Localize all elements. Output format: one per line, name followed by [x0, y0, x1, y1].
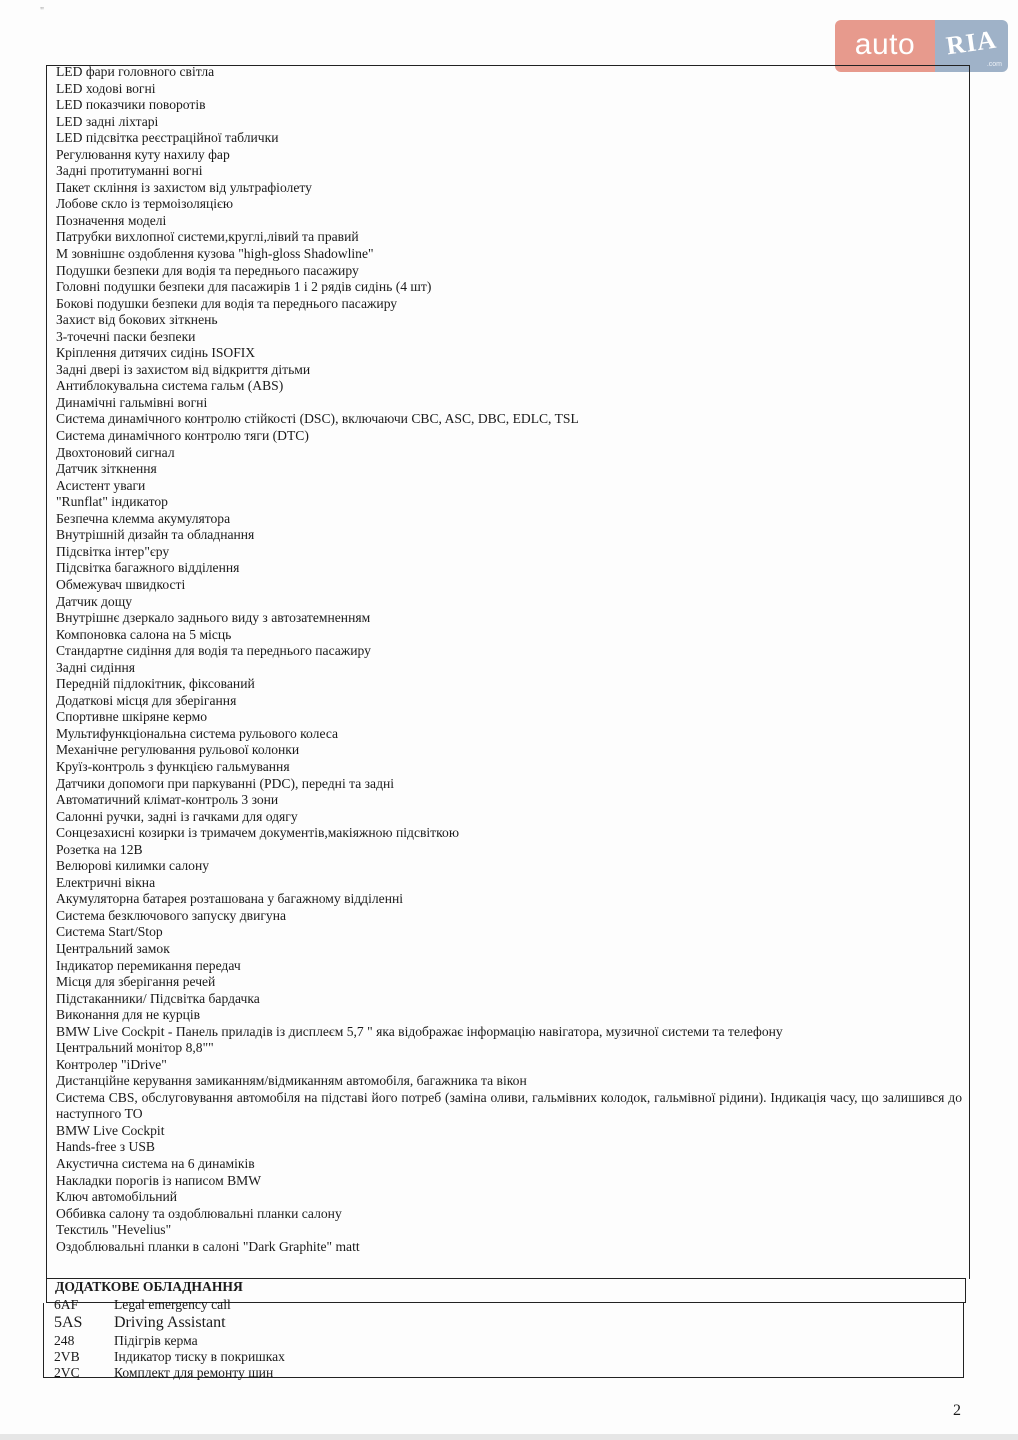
equipment-item: Індикатор перемикання передач: [56, 957, 241, 973]
logo-domain-text: .com: [986, 61, 1002, 68]
equipment-item: Система Start/Stop: [56, 924, 163, 940]
equipment-item: Центральний замок: [56, 940, 170, 956]
additional-row: [54, 1297, 231, 1313]
equipment-item: Система CBS, обслуговування автомобіля на підставі його потреб (заміна оливи, гальмівних колодок, гальмівної рідини). Індикація часу, що залишився до наступного ТО: [56, 1089, 962, 1121]
equipment-item: М зовнішнє оздоблення кузова "high-gloss Shadowline": [56, 246, 374, 262]
equipment-item: Ключ автомобільний: [56, 1189, 178, 1205]
equipment-item: LED задні ліхтарі: [56, 113, 159, 129]
scan-mark: ": [40, 6, 45, 17]
equipment-item: Двохтоновий сигнал: [56, 444, 175, 460]
additional-row: [54, 1314, 226, 1330]
option-label: Driving Assistant: [114, 1314, 226, 1331]
equipment-item: LED підсвітка реєстраційної таблички: [56, 130, 279, 146]
equipment-item: Накладки порогів із написом BMW: [56, 1172, 262, 1188]
additional-row: [54, 1349, 285, 1365]
equipment-item: Задні протитуманні вогні: [56, 163, 203, 179]
page-number: 2: [953, 1402, 961, 1419]
option-code: 6AF: [54, 1297, 79, 1312]
equipment-item: Внутрішнє дзеркало заднього виду з автозатемненням: [56, 610, 371, 626]
option-code: 248: [54, 1333, 75, 1348]
equipment-item: Система динамічного контролю тяги (DTC): [56, 428, 309, 444]
option-code: 2VC: [54, 1365, 80, 1380]
equipment-item: Акустична система на 6 динаміків: [56, 1156, 255, 1171]
equipment-item: Місця для зберігання речей: [56, 974, 216, 990]
equipment-item: Подушки безпеки для водія та переднього пасажиру: [56, 262, 359, 278]
option-label: Підігрів керма: [114, 1333, 198, 1348]
additional-equipment-header: ДОДАТКОВЕ ОБЛАДНАННЯ: [46, 1278, 966, 1303]
equipment-item: Акумуляторна батарея розташована у багажному відділенні: [56, 891, 404, 907]
equipment-item: Внутрішній дизайн та обладнання: [56, 527, 255, 543]
equipment-item: Датчик дощу: [56, 593, 132, 609]
equipment-item: LED показчики поворотів: [56, 97, 206, 113]
equipment-item: Обмежувач швидкості: [56, 576, 186, 592]
equipment-item: Контролер "iDrive": [56, 1056, 167, 1072]
equipment-item: Велюрові килимки салону: [56, 858, 210, 874]
equipment-item: Стандартне сидіння для водія та переднього пасажиру: [56, 643, 371, 659]
additional-row: [54, 1333, 198, 1349]
equipment-item: BMW Live Cockpit - Панель приладів із дисплеєм 5,7 " яка відображає інформацію навігатора, музичної системи та телефону: [56, 1023, 783, 1039]
equipment-item: Сонцезахисні козирки із тримачем документів,макіяжною підсвіткою: [56, 825, 459, 841]
equipment-item: Головні подушки безпеки для пасажирів 1 і 2 рядів сидінь (4 шт): [56, 279, 432, 295]
equipment-item: Патрубки вихлопної системи,круглі,лівий та правий: [56, 229, 359, 245]
equipment-item: Центральний монітор 8,8"": [56, 1040, 214, 1056]
equipment-item: Лобове скло із термоізоляцією: [56, 196, 234, 212]
equipment-item: Текстиль "Hevelius": [56, 1222, 172, 1238]
equipment-item: Дистанційне керування замиканням/відмиканням автомобіля, багажника та вікон: [56, 1073, 527, 1089]
equipment-item: Антиблокувальна система гальм (ABS): [56, 378, 284, 394]
equipment-item: Датчик зіткнення: [56, 461, 157, 477]
equipment-item: BMW Live Cockpit: [56, 1122, 165, 1138]
equipment-item: Мультифункціональна система рульового колеса: [56, 725, 339, 741]
equipment-item: Розетка на 12В: [56, 841, 143, 857]
equipment-item: Компоновка салона на 5 місць: [56, 626, 232, 642]
equipment-item: Безпечна клемма акумулятора: [56, 510, 231, 526]
equipment-item: Позначення моделі: [56, 212, 167, 228]
scan-bottom-edge: [0, 1434, 1018, 1440]
logo-ria-text: RIA: [944, 24, 999, 61]
equipment-item: Салонні ручки, задні із гачками для одягу: [56, 808, 298, 824]
equipment-item: Виконання для не курців: [56, 1007, 201, 1023]
equipment-item: Спортивне шкіряне кермо: [56, 709, 207, 725]
equipment-item: Асистент уваги: [56, 477, 146, 493]
equipment-item: Підстаканники/ Підсвітка бардачка: [56, 990, 260, 1006]
equipment-item: Регулювання куту нахилу фар: [56, 146, 230, 162]
equipment-item: Захист від бокових зіткнень: [56, 312, 218, 328]
additional-equipment-table: [43, 1297, 964, 1380]
equipment-item: Автоматичний клімат-контроль 3 зони: [56, 792, 279, 808]
equipment-item: Система безключового запуску двигуна: [56, 907, 287, 923]
option-label: Індикатор тиску в покришках: [114, 1349, 285, 1364]
equipment-item: "Runflat" індикатор: [56, 494, 168, 510]
equipment-item: Додаткові місця для зберігання: [56, 692, 237, 708]
equipment-item: Бокові подушки безпеки для водія та переднього пасажиру: [56, 295, 398, 311]
equipment-item: LED фари головного світла: [56, 64, 215, 79]
equipment-item: Датчики допомоги при паркуванні (PDC), передні та задні: [56, 775, 395, 791]
equipment-item: Електричні вікна: [56, 874, 156, 890]
equipment-list: [56, 64, 962, 1255]
equipment-item: Задні сидіння: [56, 659, 136, 675]
additional-row: [54, 1365, 273, 1381]
equipment-item: Передній підлокітник, фіксований: [56, 676, 255, 692]
equipment-item: Підсвітка інтер"єру: [56, 543, 170, 559]
option-code: 5AS: [54, 1314, 83, 1331]
equipment-item: Механічне регулювання рульової колонки: [56, 742, 300, 758]
option-label: Legal emergency call: [114, 1297, 231, 1312]
equipment-item: Задні двері із захистом від відкриття дітьми: [56, 361, 311, 377]
equipment-item: Підсвітка багажного відділення: [56, 560, 240, 576]
equipment-item: Пакет скління із захистом від ультрафіолету: [56, 179, 312, 195]
equipment-item: 3-точечні паски безпеки: [56, 328, 196, 344]
equipment-item: Кріплення дитячих сидінь ISOFIX: [56, 345, 256, 361]
equipment-item: Hands-free з USB: [56, 1139, 155, 1155]
logo-auto-text: auto: [835, 20, 935, 72]
equipment-item: Круїз-контроль з функцією гальмування: [56, 758, 290, 774]
equipment-item: Динамічні гальмівні вогні: [56, 394, 208, 410]
equipment-item: LED ходові вогні: [56, 80, 156, 96]
equipment-item: Система динамічного контролю стійкості (DSC), включаючи CBC, ASC, DBC, EDLC, TSL: [56, 411, 579, 427]
equipment-item: Оздоблювальні планки в салоні "Dark Graphite" matt: [56, 1238, 360, 1254]
option-code: 2VB: [54, 1349, 80, 1364]
equipment-item: Оббивка салону та оздоблювальні планки салону: [56, 1205, 342, 1221]
option-label: Комплект для ремонту шин: [114, 1365, 274, 1380]
